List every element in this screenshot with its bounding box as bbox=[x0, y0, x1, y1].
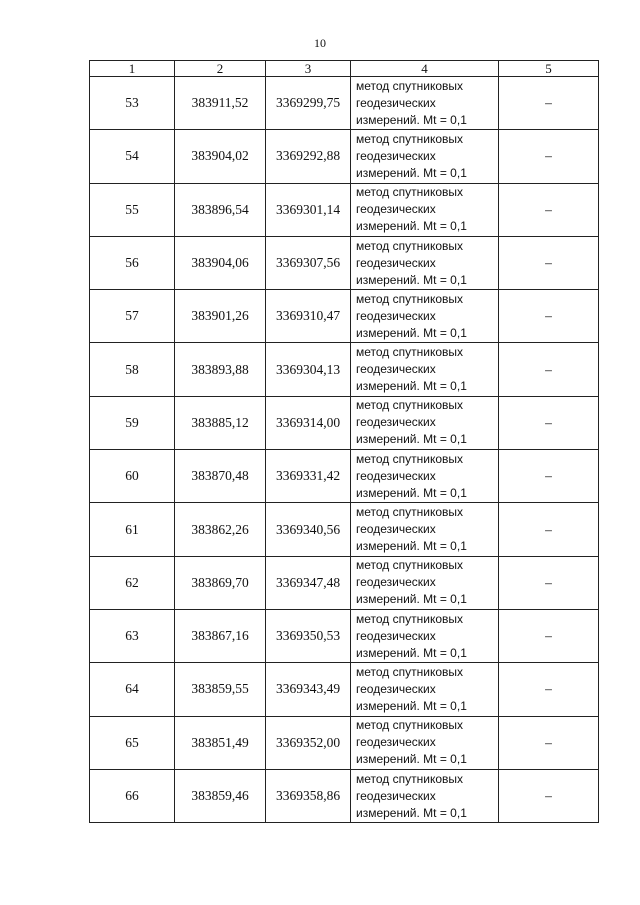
y-coordinate-cell: 3369347,48 bbox=[266, 556, 351, 609]
method-line: измерений. Mt = 0,1 bbox=[356, 592, 467, 607]
page-number: 10 bbox=[314, 36, 326, 50]
x-coordinate-cell: 383867,16 bbox=[175, 609, 266, 662]
method-cell bbox=[351, 556, 499, 609]
method-line: метод спутниковых bbox=[356, 718, 464, 733]
column-5-cell: – bbox=[499, 609, 599, 662]
column-header-2: 2 bbox=[175, 61, 266, 77]
header-row bbox=[90, 61, 599, 77]
y-coordinate-cell: 3369304,13 bbox=[266, 343, 351, 396]
method-line: геодезических bbox=[356, 628, 436, 643]
y-coordinate-cell: 3369314,00 bbox=[266, 396, 351, 449]
method-line: метод спутниковых bbox=[356, 131, 464, 146]
method-line: измерений. Mt = 0,1 bbox=[356, 379, 467, 394]
column-5-cell: – bbox=[499, 396, 599, 449]
column-header-1: 1 bbox=[90, 61, 175, 77]
method-cell bbox=[351, 130, 499, 183]
x-coordinate-cell: 383851,49 bbox=[175, 716, 266, 769]
method-line: метод спутниковых bbox=[356, 505, 464, 520]
y-coordinate-cell: 3369299,75 bbox=[266, 77, 351, 130]
method-line: метод спутниковых bbox=[356, 558, 464, 573]
table-row bbox=[90, 716, 599, 769]
method-line: измерений. Mt = 0,1 bbox=[356, 112, 467, 127]
method-line: геодезических bbox=[356, 202, 436, 217]
method-line: геодезических bbox=[356, 468, 436, 483]
method-cell bbox=[351, 236, 499, 289]
method-line: измерений. Mt = 0,1 bbox=[356, 325, 467, 340]
x-coordinate-cell: 383896,54 bbox=[175, 183, 266, 236]
method-cell bbox=[351, 77, 499, 130]
method-line: геодезических bbox=[356, 788, 436, 803]
point-number-cell: 56 bbox=[90, 236, 175, 289]
column-5-cell: – bbox=[499, 130, 599, 183]
method-line: метод спутниковых bbox=[356, 398, 464, 413]
point-number-cell: 66 bbox=[90, 769, 175, 822]
method-cell bbox=[351, 396, 499, 449]
method-line: измерений. Mt = 0,1 bbox=[356, 485, 467, 500]
method-line: метод спутниковых bbox=[356, 78, 464, 93]
column-5-cell: – bbox=[499, 183, 599, 236]
method-cell bbox=[351, 290, 499, 343]
point-number-cell: 60 bbox=[90, 450, 175, 503]
method-line: геодезических bbox=[356, 415, 436, 430]
method-cell bbox=[351, 769, 499, 822]
table-body bbox=[90, 77, 599, 823]
x-coordinate-cell: 383862,26 bbox=[175, 503, 266, 556]
y-coordinate-cell: 3369358,86 bbox=[266, 769, 351, 822]
point-number-cell: 57 bbox=[90, 290, 175, 343]
method-line: измерений. Mt = 0,1 bbox=[356, 539, 467, 554]
table-row bbox=[90, 556, 599, 609]
point-number-cell: 65 bbox=[90, 716, 175, 769]
point-number-cell: 58 bbox=[90, 343, 175, 396]
method-cell bbox=[351, 183, 499, 236]
column-header-3: 3 bbox=[266, 61, 351, 77]
point-number-cell: 62 bbox=[90, 556, 175, 609]
x-coordinate-cell: 383911,52 bbox=[175, 77, 266, 130]
x-coordinate-cell: 383870,48 bbox=[175, 450, 266, 503]
point-number-cell: 54 bbox=[90, 130, 175, 183]
method-line: измерений. Mt = 0,1 bbox=[356, 805, 467, 820]
column-5-cell: – bbox=[499, 716, 599, 769]
x-coordinate-cell: 383904,02 bbox=[175, 130, 266, 183]
method-line: метод спутниковых bbox=[356, 771, 464, 786]
table-row bbox=[90, 77, 599, 130]
method-line: геодезических bbox=[356, 362, 436, 377]
point-number-cell: 63 bbox=[90, 609, 175, 662]
method-cell bbox=[351, 716, 499, 769]
y-coordinate-cell: 3369350,53 bbox=[266, 609, 351, 662]
table-row bbox=[90, 396, 599, 449]
method-line: метод спутниковых bbox=[356, 451, 464, 466]
column-5-cell: – bbox=[499, 556, 599, 609]
point-number-cell: 53 bbox=[90, 77, 175, 130]
column-header-5: 5 bbox=[499, 61, 599, 77]
y-coordinate-cell: 3369292,88 bbox=[266, 130, 351, 183]
column-header-4: 4 bbox=[351, 61, 499, 77]
method-cell bbox=[351, 609, 499, 662]
method-line: измерений. Mt = 0,1 bbox=[356, 645, 467, 660]
y-coordinate-cell: 3369343,49 bbox=[266, 663, 351, 716]
method-line: геодезических bbox=[356, 681, 436, 696]
point-number-cell: 59 bbox=[90, 396, 175, 449]
point-number-cell: 55 bbox=[90, 183, 175, 236]
column-5-cell: – bbox=[499, 343, 599, 396]
method-line: метод спутниковых bbox=[356, 611, 464, 626]
table-row bbox=[90, 130, 599, 183]
x-coordinate-cell: 383904,06 bbox=[175, 236, 266, 289]
method-line: геодезических bbox=[356, 735, 436, 750]
table-row bbox=[90, 450, 599, 503]
x-coordinate-cell: 383893,88 bbox=[175, 343, 266, 396]
method-line: измерений. Mt = 0,1 bbox=[356, 219, 467, 234]
x-coordinate-cell: 383869,70 bbox=[175, 556, 266, 609]
table-row bbox=[90, 503, 599, 556]
method-line: измерений. Mt = 0,1 bbox=[356, 752, 467, 767]
method-line: геодезических bbox=[356, 522, 436, 537]
table-row bbox=[90, 769, 599, 822]
method-line: метод спутниковых bbox=[356, 238, 464, 253]
method-cell bbox=[351, 503, 499, 556]
method-line: метод спутниковых bbox=[356, 185, 464, 200]
column-5-cell: – bbox=[499, 236, 599, 289]
x-coordinate-cell: 383885,12 bbox=[175, 396, 266, 449]
column-5-cell: – bbox=[499, 769, 599, 822]
table-row bbox=[90, 609, 599, 662]
method-line: метод спутниковых bbox=[356, 345, 464, 360]
y-coordinate-cell: 3369331,42 bbox=[266, 450, 351, 503]
method-line: измерений. Mt = 0,1 bbox=[356, 272, 467, 287]
method-cell bbox=[351, 663, 499, 716]
y-coordinate-cell: 3369340,56 bbox=[266, 503, 351, 556]
column-5-cell: – bbox=[499, 450, 599, 503]
x-coordinate-cell: 383901,26 bbox=[175, 290, 266, 343]
method-line: геодезических bbox=[356, 255, 436, 270]
point-number-cell: 61 bbox=[90, 503, 175, 556]
method-line: измерений. Mt = 0,1 bbox=[356, 165, 467, 180]
method-line: метод спутниковых bbox=[356, 664, 464, 679]
y-coordinate-cell: 3369310,47 bbox=[266, 290, 351, 343]
y-coordinate-cell: 3369301,14 bbox=[266, 183, 351, 236]
method-line: измерений. Mt = 0,1 bbox=[356, 432, 467, 447]
table-row bbox=[90, 290, 599, 343]
method-line: геодезических bbox=[356, 575, 436, 590]
x-coordinate-cell: 383859,55 bbox=[175, 663, 266, 716]
column-5-cell: – bbox=[499, 77, 599, 130]
table-row bbox=[90, 663, 599, 716]
method-cell bbox=[351, 343, 499, 396]
method-line: геодезических bbox=[356, 308, 436, 323]
y-coordinate-cell: 3369307,56 bbox=[266, 236, 351, 289]
coordinates-table bbox=[89, 60, 599, 823]
column-5-cell: – bbox=[499, 290, 599, 343]
method-line: измерений. Mt = 0,1 bbox=[356, 698, 467, 713]
y-coordinate-cell: 3369352,00 bbox=[266, 716, 351, 769]
table-row bbox=[90, 236, 599, 289]
method-cell bbox=[351, 450, 499, 503]
method-line: геодезических bbox=[356, 148, 436, 163]
method-line: метод спутниковых bbox=[356, 291, 464, 306]
column-5-cell: – bbox=[499, 503, 599, 556]
table-row bbox=[90, 343, 599, 396]
point-number-cell: 64 bbox=[90, 663, 175, 716]
method-line: геодезических bbox=[356, 95, 436, 110]
x-coordinate-cell: 383859,46 bbox=[175, 769, 266, 822]
column-5-cell: – bbox=[499, 663, 599, 716]
table-header bbox=[90, 61, 599, 77]
table-row bbox=[90, 183, 599, 236]
